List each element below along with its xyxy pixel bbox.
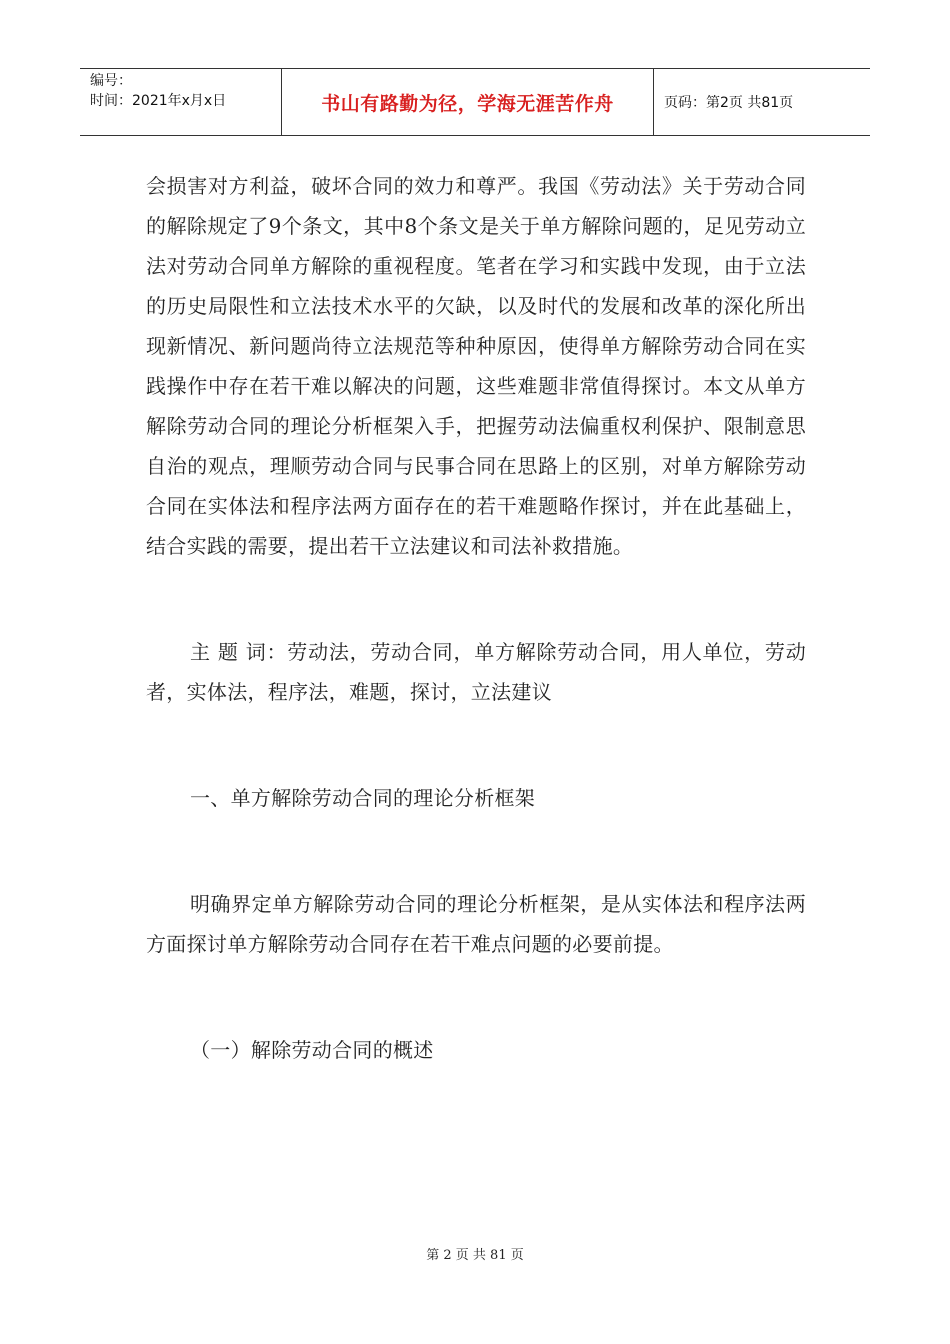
section-heading: 一、单方解除劳动合同的理论分析框架 [190,786,536,810]
subsection-heading: （一）解除劳动合同的概述 [190,1038,434,1062]
document-body [146,166,806,1070]
body-paragraph: 会损害对方利益，破坏合同的效力和尊严。我国《劳动法》关于劳动合同的解除规定了9个条文，其中8个条文是关于单方解除问题的，足见劳动立法对劳动合同单方解除的重视程度。笔者在学习和实践中发现，由于立法的历史局限性和立法技术水平的欠缺，以及时代的发展和改革的深化所出现新情况、新问题尚待立法规范等种种原因，使得单方解除劳动合同在实践操作中存在若干难以解决的问题，这些难题非常值得探讨。本文从单方解除劳动合同的理论分析框架入手，把握劳动法偏重权利保护、限制意思自治的观点，理顺劳动合同与民事合同在思路上的区别，对单方解除劳动合同在实体法和程序法两方面存在的若干难题略作探讨，并在此基础上，结合实践的需要，提出若干立法建议和司法补救措施。 [146,174,806,558]
document-date: 时间：2021年x月x日 [90,93,227,109]
page-header [80,68,870,136]
header-page-info: 页码：第2页 共81页 [664,95,794,111]
header-meta [80,69,282,135]
header-motto: 书山有路勤为径，学海无涯苦作舟 [282,69,654,135]
page-footer: 第 2 页 共 81 页 [426,1248,524,1263]
body-paragraph: 明确界定单方解除劳动合同的理论分析框架，是从实体法和程序法两方面探讨单方解除劳动合同存在若干难点问题的必要前提。 [146,892,806,956]
keywords-paragraph: 主 题 词：劳动法，劳动合同，单方解除劳动合同，用人单位，劳动者，实体法，程序法，难题，探讨，立法建议 [146,640,806,704]
document-number-label: 编号： [90,73,132,89]
